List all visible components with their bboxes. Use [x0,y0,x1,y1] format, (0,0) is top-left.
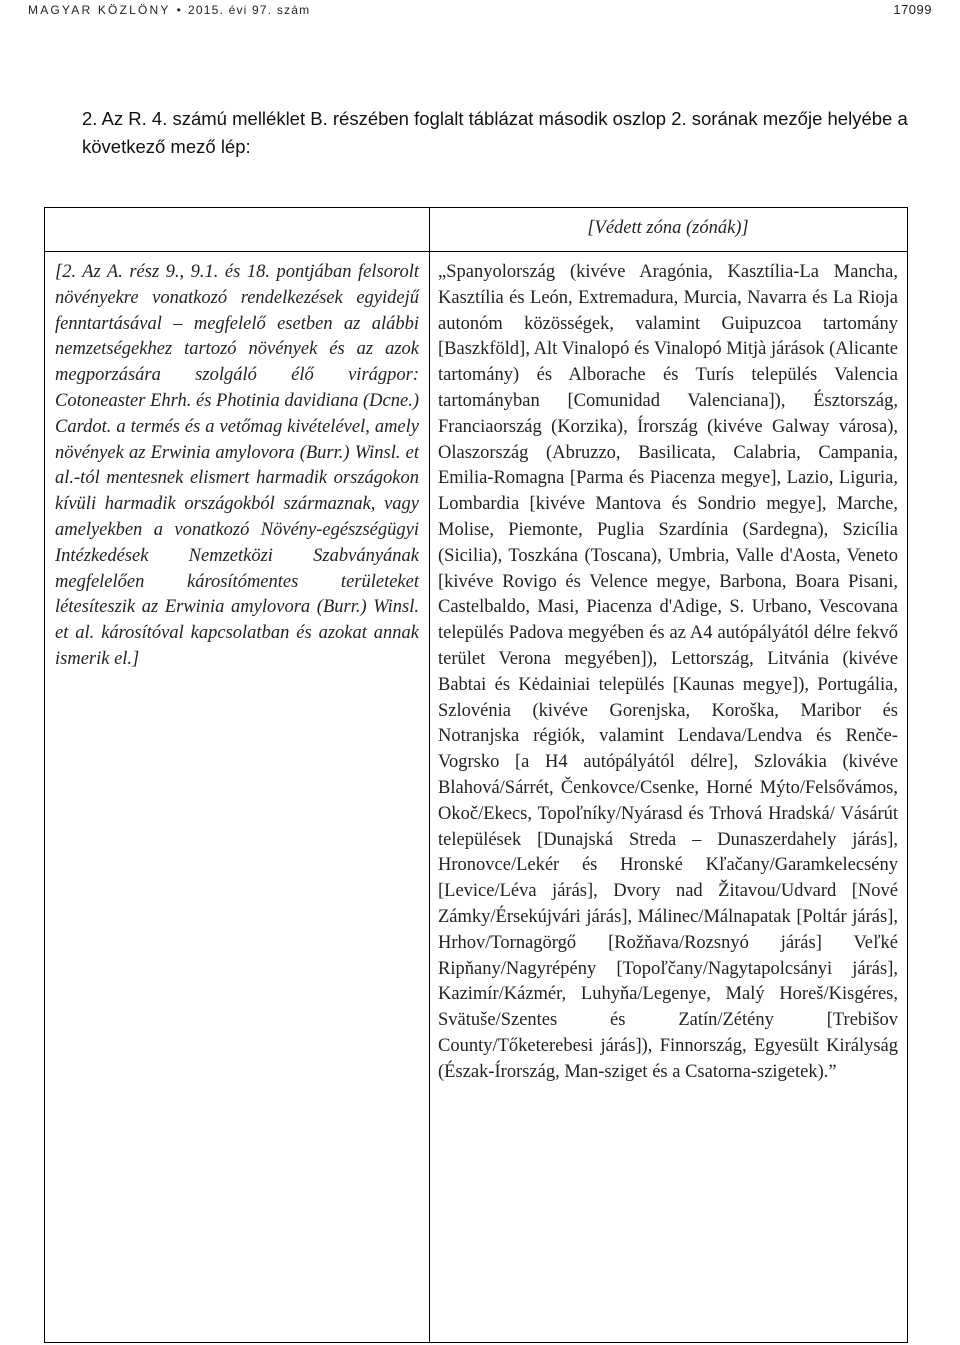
table-cell-conditions: [2. Az A. rész 9., 9.1. és 18. pontjában felsorolt növényekre vonatkozó rendelkezések egyidejű fenntartásával – megfelelő esetben az alábbi nemzetségekhez tartozó növények és az azok megporzására szolgáló élő virágpor: Cotoneaster Ehrh. és Photinia davidiana (Dcne.) Cardot. a termés és a vetőmag kivételével, amely növények az Erwinia amylovora (Burr.) Winsl. et al.-tól mentesnek elismert harmadik országokon kívüli harmadik országokból származnak, vagy amelyekben a vonatkozó Növény-egészségügyi Intézkedések Nemzetközi Szabványának megfelelően károsítómentes területeket létesíteszik az Erwinia amylovora (Burr.) Winsl. et al. károsítóval kapcsolatban és azokat annak ismerik el.] [55,262,419,669]
amendment-table [44,207,908,1343]
header-row-divider [45,251,907,252]
protected-zone-header: [Védett zóna (zónák)] [587,218,749,238]
column-divider [429,208,430,1342]
intro-paragraph: 2. Az R. 4. számú melléklet B. részében foglalt táblázat második oszlop 2. sorának mezője helyébe a következő mező lép: [82,108,908,157]
publication-title: MAGYAR KÖZLÖNY [28,3,171,17]
page-header [28,0,932,18]
header-separator: • [176,3,183,17]
table-cell-protected-zones: „Spanyolország (kivéve Aragónia, Kasztília-La Mancha, Kasztília és León, Extremadura, Murcia, Navarra és La Rioja autonóm közösségek, valamint Guipuzcoa tartomány [Baszkföld], Alt Vinalopó és Vinalopó Mitjà járások (Alicante tartomány) és Alborache és Turís település Valencia tartományban [Comunidad Valenciana]), Észtország, Franciaország (Korzika), Írország (kivéve Galway városa), Olaszország (Abruzzo, Basilicata, Calabria, Campania, Emilia-Romagna [Parma és Piacenza megye], Lazio, Liguria, Lombardia [kivéve Mantova és Sondrio megye], Marche, Molise, Piemonte, Puglia Szardínia (Sardegna), Szicília (Sicilia), Toszkána (Toscana), Umbria, Valle d'Aosta, Veneto [kivéve Rovigo és Velence megye, Barbona, Boara Pisani, Castelbaldo, Masi, Piacenza d'Adige, S. Urbano, Vescovana település Padova megyében és az A4 autópályától délre fekvő terület Verona megyében]), Lettország, Litvánia (kivéve Babtai és Kėdainiai település [Kaunas megye]), Portugália, Szlovénia (kivéve Gorenjska, Koroška, Maribor és Notranjska régiók, valamint Lendava/Lendva és Renče-Vogrsko [a H4 autópályától délre], Szlovákia (kivéve Blahová/Sárrét, Čenkovce/Csenke, Horné Mýto/Felsővámos, Okoč/Ekecs, Topoľníky/Nyárasd és Trhová Hradská/ Vásárút települések [Dunajská Streda – Dunaszerdahely járás], Hronovce/Lekér és Hronské Kľačany/Garamkelecsény [Levice/Léva járás], Dvory nad Žitavou/Udvard [Nové Zámky/Érsekújvári járás], Málinec/Málnapatak [Poltár járás], Hrhov/Tornagörgő [Rožňava/Rozsnyó járás] Veľké Ripňany/Nagyrépény [Topoľčany/Nagytapolcsányi járás], Kazimír/Kázmér, Luhyňa/Legenye, Malý Horeš/Kisgéres, Svätuše/Szentes és Zatín/Zétény [Trebišov County/Tőketerebesi járás]), Finnország, Egyesült Királyság (Észak-Írország, Man-sziget és a Csatorna-szigetek).” [438,262,898,1082]
page-number: 17099 [893,2,932,17]
running-head [28,3,310,17]
issue-label: 2015. évi 97. szám [188,3,311,17]
